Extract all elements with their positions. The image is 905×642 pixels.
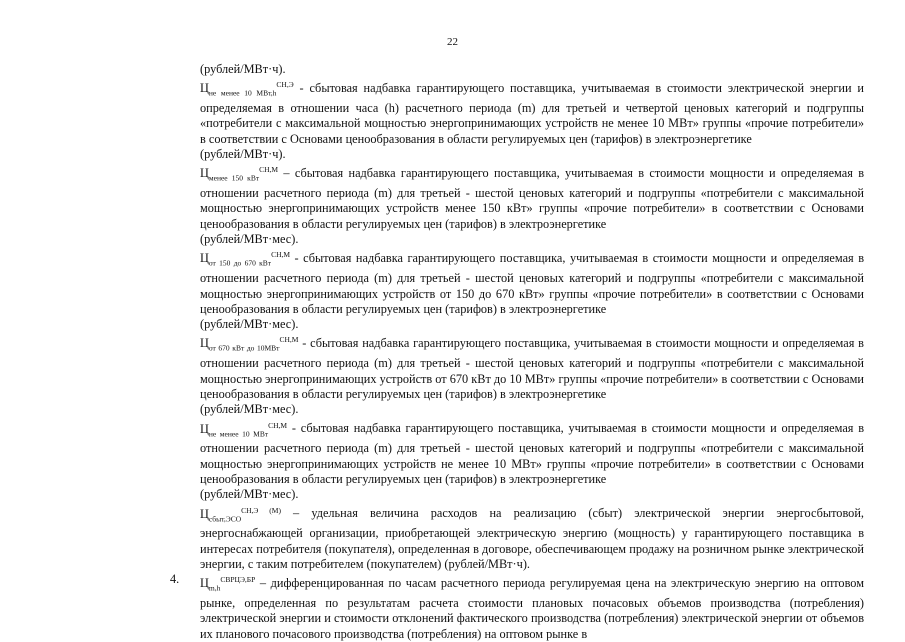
symbol-letter: Ц bbox=[200, 421, 209, 436]
symbol-letter: Ц bbox=[200, 336, 209, 351]
formula-symbol bbox=[200, 575, 256, 593]
definition-unit: (рублей/МВт·мес). bbox=[200, 487, 299, 502]
definition-paragraph bbox=[200, 247, 864, 317]
symbol-superscript: СН,М bbox=[259, 165, 279, 175]
symbol-subscript: сбыт,ЭСО bbox=[208, 514, 242, 523]
symbol-letter: Ц bbox=[200, 251, 209, 266]
definitions-list bbox=[200, 77, 864, 572]
definition-text: – сбытовая надбавка гарантирующего поставщика, учитываемая в стоимости мощности и определяемая в отношении расчетного периода (m) для третьей - шестой ценовых категорий и подгруппы «потребители с максимальной мощностью энергопринимающих устройств менее 150 кВт» группы «прочие потребители» в соответствии с Основами ценообразования в области регулируемых цен (тарифов) в электроэнергетике bbox=[200, 166, 865, 231]
intro-unit: (рублей/МВт·ч). bbox=[200, 62, 286, 76]
definition-text: – удельная величина расходов на реализацию (сбыт) электрической энергии энергосбытовой, энергоснабжающей организации, приобретающей электрическую энергию (мощность) у гарантирующего поставщика в интересах потребителя (покупателя), определенная в договоре, обеспечивающем продажу на розничном рынке электрической энергии, с таким потребителем (покупателем) (рублей/МВт·ч). bbox=[200, 506, 864, 571]
symbol-superscript: СН,М bbox=[279, 335, 299, 345]
symbol-superscript: СН,М bbox=[268, 420, 288, 430]
symbol-subscript: от 670 кВт до 10МВт bbox=[208, 343, 280, 353]
definition-unit: (рублей/МВт·мес). bbox=[200, 402, 299, 417]
definition-unit: (рублей/МВт·мес). bbox=[200, 317, 299, 332]
definition-text: - сбытовая надбавка гарантирующего поставщика, учитываемая в стоимости мощности и определяемая в отношении расчетного периода (m) для третьей - шестой ценовых категорий и подгруппы «потребители с максимальной мощностью энергопринимающих устройств от 670 кВт до 10 МВт» группы «прочие потребители» в соответствии с Основами ценообразования в области регулируемых цен (тарифов) в электроэнергетике bbox=[200, 336, 864, 401]
formula-symbol bbox=[200, 165, 279, 183]
definition-text: - сбытовая надбавка гарантирующего поставщика, учитываемая в стоимости мощности и определяемая в отношении расчетного периода (m) для третьей - шестой ценовых категорий и подгруппы «потребители с максимальной мощностью энергопринимающих устройств от 150 до 670 кВт» группы «прочие потребители» в соответствии с Основами ценообразования в области регулируемых цен (тарифов) в электроэнергетике bbox=[200, 251, 865, 316]
symbol-letter: Ц bbox=[200, 166, 209, 181]
definition-text: - сбытовая надбавка гарантирующего поставщика, учитываемая в стоимости мощности и определяемая в отношении расчетного периода (m) для третьей - шестой ценовых категорий и подгруппы «потребители с максимальной мощностью энергопринимающих устройств не менее 10 МВт» группы «прочие потребители» в соответствии с Основами ценообразования в области регулируемых цен (тарифов) в электроэнергетике bbox=[200, 421, 864, 486]
symbol-superscript: СН,Э (М) bbox=[241, 505, 281, 515]
symbol-superscript: СН,Э bbox=[276, 80, 294, 90]
item-number: 4. bbox=[170, 572, 180, 587]
symbol-subscript: от 150 до 670 кВт bbox=[208, 258, 272, 268]
symbol-subscript: m,h bbox=[208, 583, 221, 593]
definition-paragraph bbox=[200, 332, 864, 402]
symbol-superscript: СН,М bbox=[271, 250, 291, 260]
page-number: 22 bbox=[447, 36, 458, 48]
definition-text: - сбытовая надбавка гарантирующего поставщика, учитываемая в стоимости электрической энергии и определяемая в отношении часа (h) расчетного периода (m) для третьей и четвертой ценовых категорий и подгруппы «потребители с максимальной мощностью энергопринимающих устройств не менее 10 МВт» группы «прочие потребители» в соответствии с Основами ценообразования в области регулируемых цен (тарифов) в электроэнергетике bbox=[200, 81, 864, 146]
formula-symbol bbox=[200, 507, 281, 521]
definition-paragraph bbox=[200, 417, 864, 487]
definition-text: – дифференцированная по часам расчетного периода регулируемая цена на электрическую энергию на оптовом рынке, определенная по результатам расчета стоимости плановых почасовых объемов производства (потребления) электрической энергии и стоимости отклонений фактического производства (потребления) электрической энергии от объемов их планового почасового производства (потребления) на оптовом рынке в bbox=[200, 576, 864, 641]
document-body bbox=[170, 62, 865, 642]
formula-symbol bbox=[200, 80, 294, 98]
symbol-subscript: не менее 10 МВт bbox=[208, 428, 269, 438]
formula-symbol bbox=[200, 250, 291, 268]
symbol-subscript: не менее 10 МВт,h bbox=[208, 88, 277, 98]
numbered-item-4 bbox=[170, 572, 864, 642]
symbol-subscript: менее 150 кВт bbox=[208, 173, 260, 183]
formula-symbol bbox=[200, 422, 287, 436]
symbol-letter: Ц bbox=[200, 506, 209, 521]
definition-unit: (рублей/МВт·мес). bbox=[200, 232, 299, 247]
formula-symbol bbox=[200, 335, 299, 353]
definition-paragraph bbox=[200, 77, 864, 147]
symbol-letter: Ц bbox=[200, 81, 209, 96]
definition-unit: (рублей/МВт·ч). bbox=[200, 147, 286, 162]
symbol-superscript: СВРЦЭ,БР bbox=[220, 575, 256, 585]
symbol-letter: Ц bbox=[200, 576, 209, 591]
definition-paragraph bbox=[200, 162, 864, 232]
definition-paragraph bbox=[200, 502, 864, 572]
